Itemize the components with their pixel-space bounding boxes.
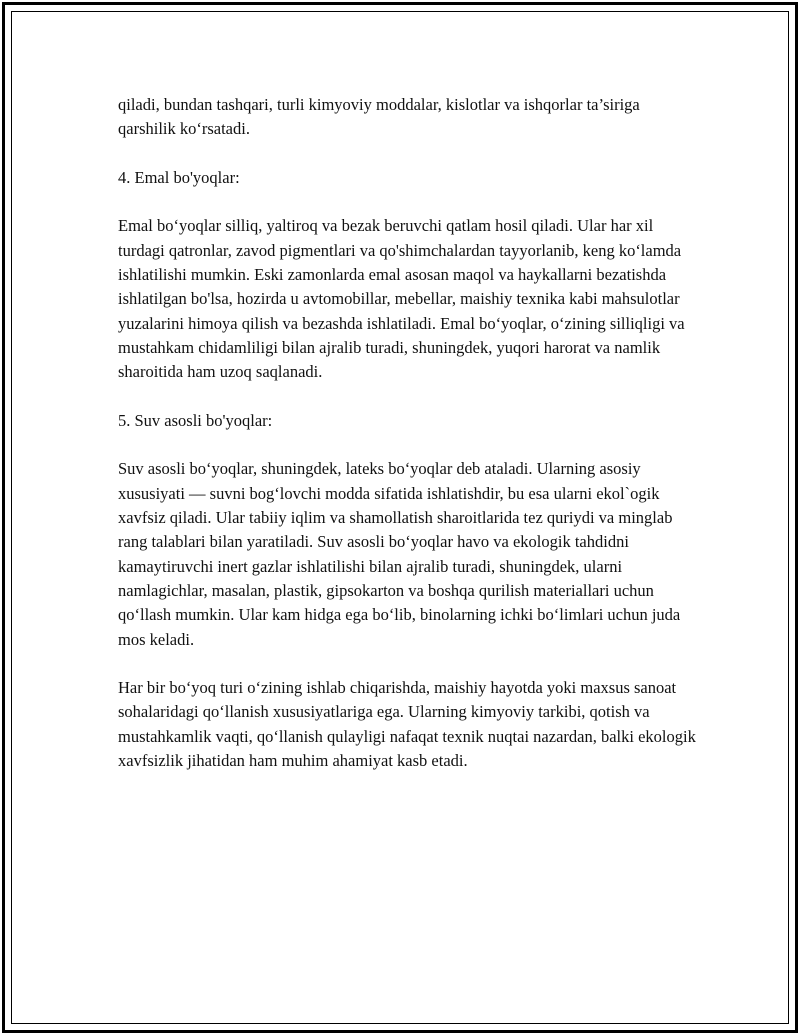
section-heading-suv-asosli: 5. Suv asosli bo'yoqlar: (118, 410, 273, 430)
paragraph-conclusion: Har bir bo‘yoq turi o‘zining ishlab chiqarishda, maishiy hayotda yoki maxsus sanoat sohalaridagi qo‘llanish xususiyatlariga ega. Ularning kimyoviy tarkibi, qotish va mustahkamlik vaqti, qo‘llanish qulayligi nafaqat texnik nuqtai nazardan, balki ekologik xavfsizlik jihatidan ham muhim ahamiyat kasb etadi. (118, 678, 696, 771)
paragraph-emal: Emal bo‘yoqlar silliq, yaltiroq va bezak beruvchi qatlam hosil qiladi. Ular har xil turdagi qatronlar, zavod pigmentlari va qo'shimchalardan tayyorlanib, keng ko‘lamda ishlatilishi mumkin. Eski zamonlarda emal asosan maqol va haykallarni bezatishda ishlatilgan bo'lsa, hozirda u avtomobillar, mebellar, maishiy texnika kabi mahsulotlar yuzalarini himoya qilish va bezashda ishlatiladi. Emal bo‘yoqlar, o‘zining silliqligi va mustahkam chidamliligi bilan ajralib turadi, shuningdek, yuqori harorat va namlik sharoitida ham uzoq saqlanadi. (118, 216, 685, 382)
section-heading-emal: 4. Emal bo'yoqlar: (118, 167, 240, 187)
paragraph-suv-asosli: Suv asosli bo‘yoqlar, shuningdek, lateks bo‘yoqlar deb ataladi. Ularning asosiy xususiyati — suvni bog‘lovchi modda sifatida ishlatishdir, bu esa ularni ekol`ogik xavfsiz qiladi. Ular tabiiy iqlim va shamollatish sharoitlarida tez quriydi va minglab rang talablari bilan yaratiladi. Suv asosli bo‘yoqlar havo va ekologik tahdidni kamaytiruvchi inert gazlar ishlatilishi bilan ajralib turadi, shuningdek, ularni namlagichlar, masalan, plastik, gipsokarton va boshqa qurilish materiallari uchun qo‘llash mumkin. Ular kam hidga ega bo‘lib, binolarning ichki bo‘limlari uchun juda mos keladi. (118, 459, 681, 649)
document-body (118, 93, 698, 798)
paragraph-continuation: qiladi, bundan tashqari, turli kimyoviy moddalar, kislotlar va ishqorlar ta’siriga qarshilik ko‘rsatadi. (118, 95, 640, 139)
